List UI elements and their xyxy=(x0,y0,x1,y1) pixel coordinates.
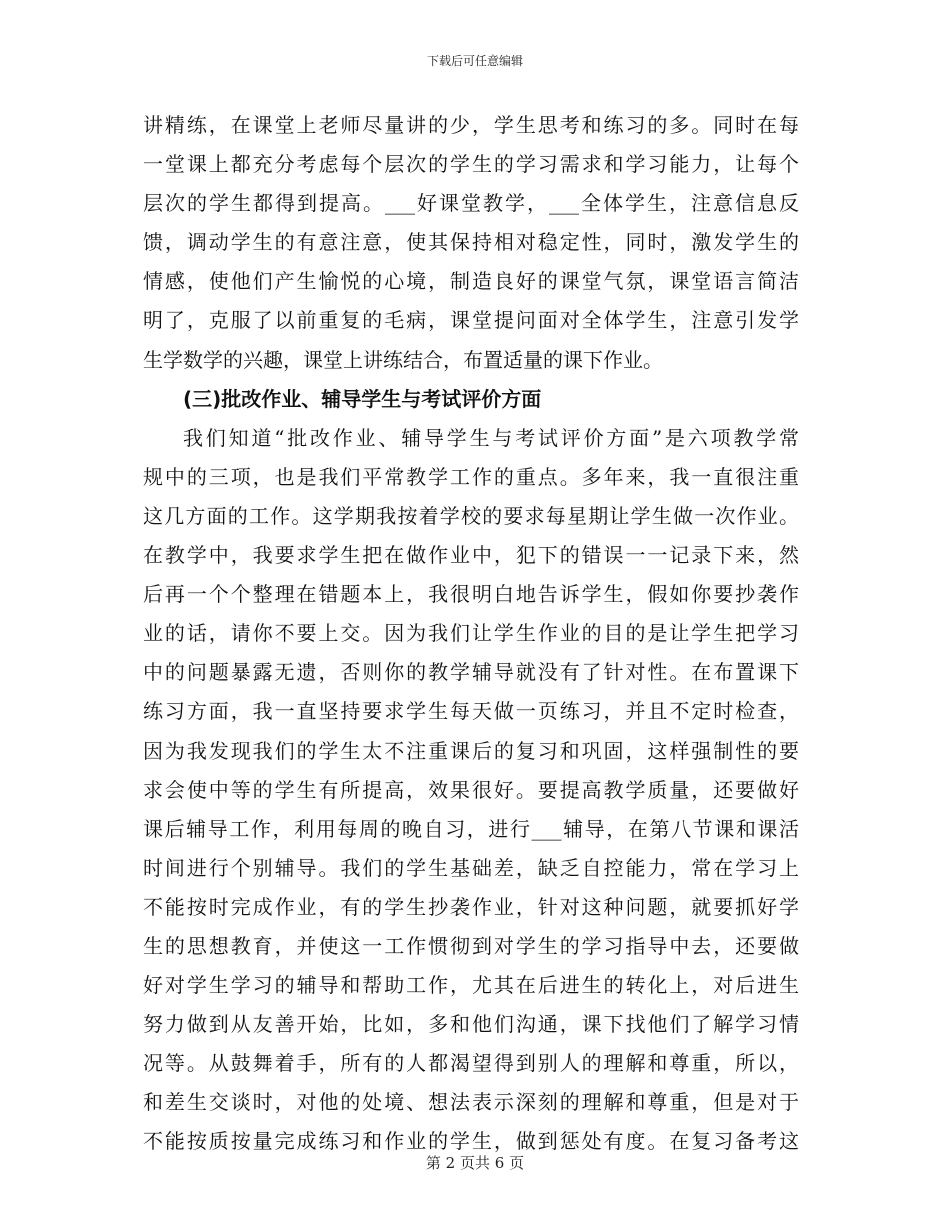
paragraph-line: 不能按质按量完成练习和作业的学生，做到惩处有度。在复习备考这 xyxy=(143,1129,799,1154)
paragraph-line: 业的话，请你不要上交。因为我们让学生作业的目的是让学生把学习 xyxy=(143,621,799,646)
paragraph-line: 生的思想教育，并使这一工作惯彻到对学生的学习指导中去，还要做 xyxy=(143,933,799,958)
paragraph-line: 况等。从鼓舞着手，所有的人都渴望得到别人的理解和尊重，所以， xyxy=(143,1051,799,1076)
paragraph-line: 后再一个个整理在错题本上，我很明白地告诉学生，假如你要抄袭作 xyxy=(143,582,799,607)
paragraph-line: 课后辅导工作，利用每周的晚自习，进行___辅导，在第八节课和课活 xyxy=(143,816,799,841)
section-heading: (三)批改作业、辅导学生与考试评价方面 xyxy=(183,386,542,411)
page-header: 下载后可任意编辑 xyxy=(426,54,523,68)
paragraph-line: 这几方面的工作。这学期我按着学校的要求每星期让学生做一次作业。 xyxy=(143,503,799,528)
paragraph-line: 馈，调动学生的有意注意，使其保持相对稳定性，同时，激发学生的 xyxy=(143,230,799,255)
paragraph-line: 求会使中等的学生有所提高，效果很好。要提高教学质量，还要做好 xyxy=(143,777,799,802)
paragraph-line: 规中的三项，也是我们平常教学工作的重点。多年来，我一直很注重 xyxy=(143,464,799,489)
paragraph-line: 努力做到从友善开始，比如，多和他们沟通，课下找他们了解学习情 xyxy=(143,1012,799,1037)
paragraph-line: 中的问题暴露无遗，否则你的教学辅导就没有了针对性。在布置课下 xyxy=(143,660,799,685)
paragraph-line: 我们知道“批改作业、辅导学生与考试评价方面”是六项教学常 xyxy=(183,425,799,450)
paragraph-line: 在教学中，我要求学生把在做作业中，犯下的错误一一记录下来，然 xyxy=(143,543,799,568)
paragraph-line: 情感，使他们产生愉悦的心境，制造良好的课堂气氛，课堂语言简洁 xyxy=(143,269,799,294)
paragraph-line: 明了，克服了以前重复的毛病，课堂提问面对全体学生，注意引发学 xyxy=(143,308,799,333)
paragraph-line: 练习方面，我一直坚持要求学生每天做一页练习，并且不定时检查， xyxy=(143,699,799,724)
paragraph-line: 不能按时完成作业，有的学生抄袭作业，针对这种问题，就要抓好学 xyxy=(143,894,799,919)
paragraph-line: 时间进行个别辅导。我们的学生基础差，缺乏自控能力，常在学习上 xyxy=(143,855,799,880)
paragraph-line: 讲精练，在课堂上老师尽量讲的少，学生思考和练习的多。同时在每 xyxy=(143,113,799,137)
paragraph-line: 好对学生学习的辅导和帮助工作，尤其在后进生的转化上，对后进生 xyxy=(143,973,799,998)
page-footer: 第 2 页共 6 页 xyxy=(425,1154,525,1172)
paragraph-line: 层次的学生都得到提高。___好课堂教学，___全体学生，注意信息反 xyxy=(143,191,799,216)
paragraph-line: 生学数学的兴趣，课堂上讲练结合，布置适量的课下作业。 xyxy=(143,347,663,372)
paragraph-line: 和差生交谈时，对他的处境、想法表示深刻的理解和尊重，但是对于 xyxy=(143,1090,799,1115)
paragraph-line: 一堂课上都充分考虑每个层次的学生的学习需求和学习能力，让每个 xyxy=(143,152,799,177)
document-body xyxy=(143,106,799,1162)
paragraph-line: 因为我发现我们的学生太不注重课后的复习和巩固，这样强制性的要 xyxy=(143,738,799,763)
